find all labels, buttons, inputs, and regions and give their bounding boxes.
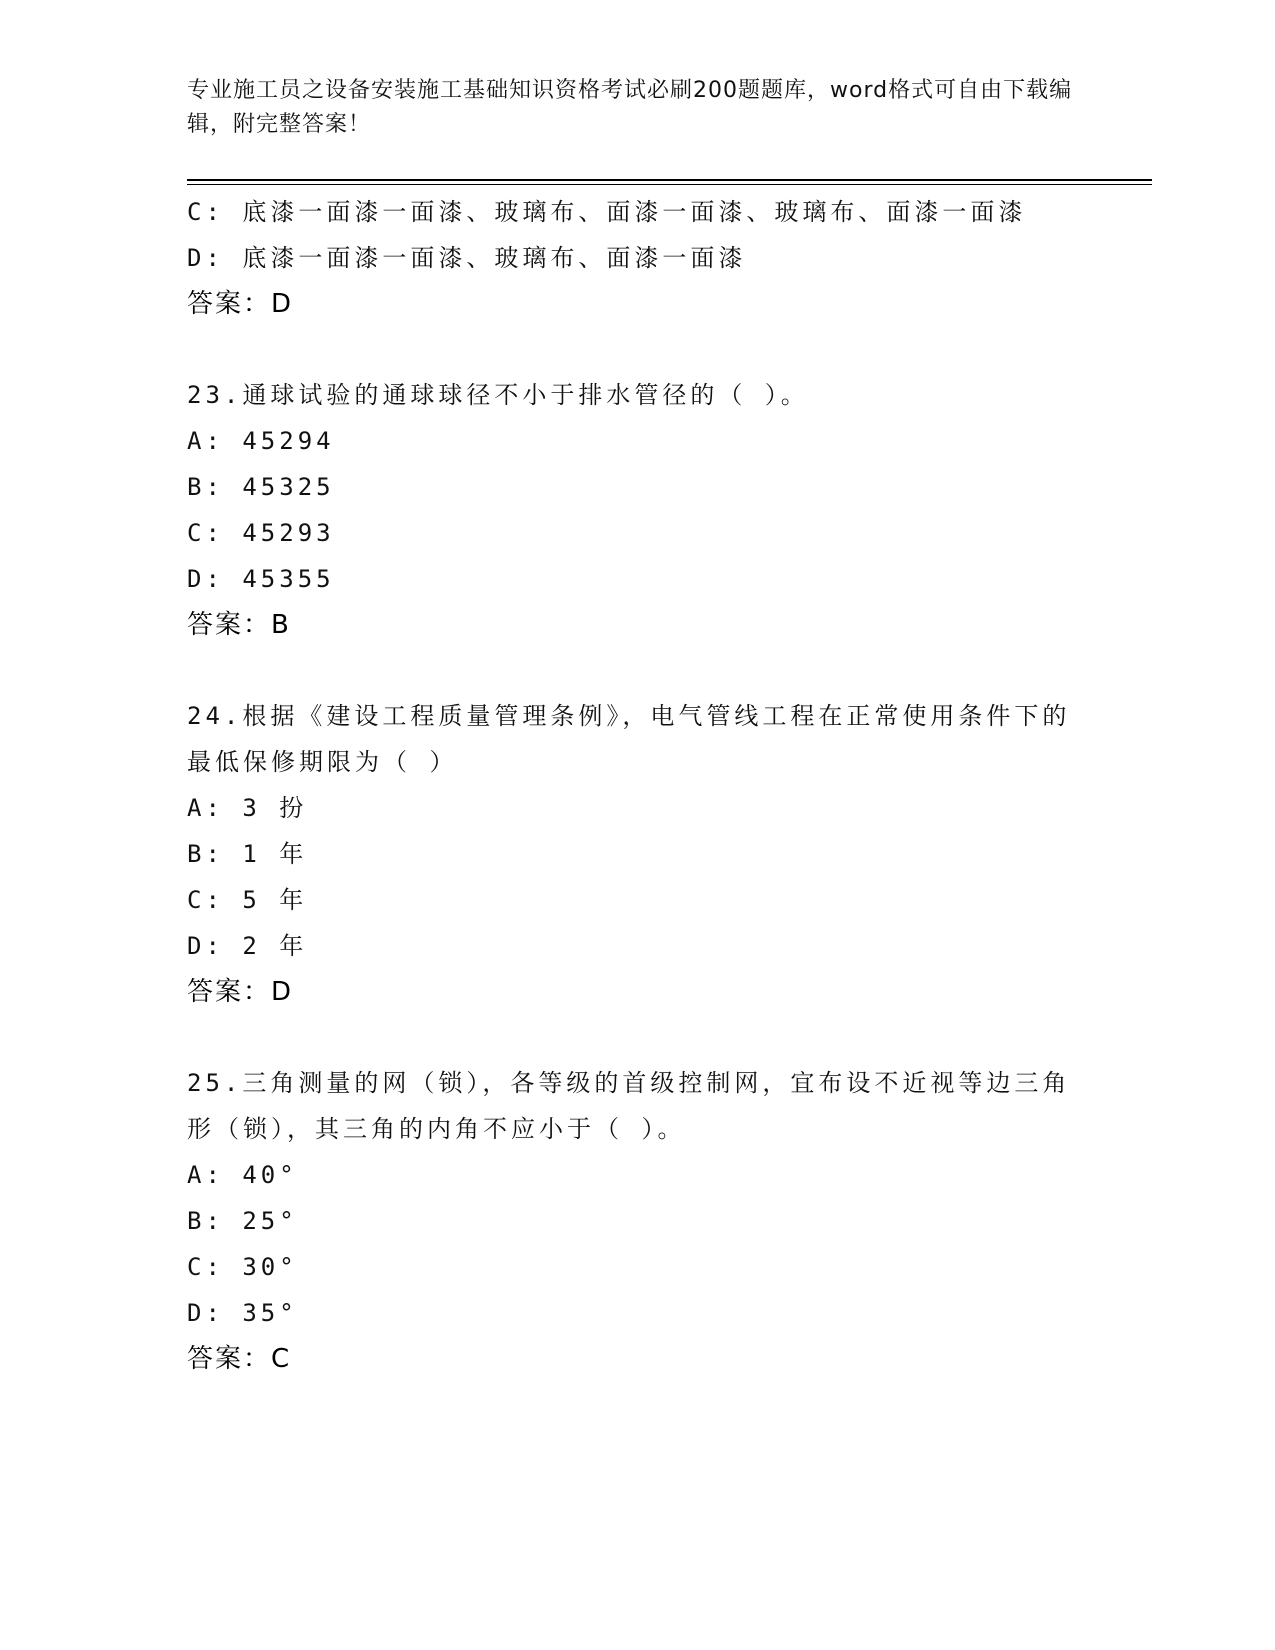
option-d (187, 923, 1087, 969)
option-letter: C: (187, 1253, 224, 1281)
spacer (187, 648, 1087, 693)
option-letter: D: (187, 1299, 224, 1327)
option-b (187, 831, 1087, 877)
option-text: 40° (242, 1161, 298, 1189)
option-text: 30° (242, 1253, 298, 1281)
option-c (187, 189, 1087, 235)
option-letter: B: (187, 840, 224, 868)
option-letter: D: (187, 932, 224, 960)
option-letter: C: (187, 519, 224, 547)
option-d (187, 1290, 1087, 1336)
question-text: 24.根据《建设工程质量管理条例》，电气管线工程在正常使用条件下的最低保修期限为（ ） (187, 702, 1071, 776)
option-letter: D: (187, 244, 224, 272)
header-divider-thin (187, 184, 1152, 185)
question-text: 25.三角测量的网（锁），各等级的首级控制网，宜布设不近视等边三角形（锁），其三角的内角不应小于（ ）。 (187, 1069, 1071, 1143)
header-divider-thick (187, 179, 1152, 181)
question-block-prev (187, 189, 1087, 327)
option-d (187, 556, 1087, 602)
option-letter: C: (187, 886, 224, 914)
question-block-23 (187, 372, 1087, 648)
option-text: 1 年 (242, 840, 308, 868)
option-text: 45355 (242, 565, 335, 593)
document-header (187, 74, 1087, 142)
option-letter: D: (187, 565, 224, 593)
answer-line: 答案：D (187, 289, 294, 319)
option-text: 3 扮 (242, 794, 308, 822)
option-text: 45294 (242, 427, 335, 455)
option-text: 45293 (242, 519, 335, 547)
option-c (187, 1244, 1087, 1290)
answer-line: 答案：C (187, 1344, 292, 1374)
option-d (187, 235, 1087, 281)
option-b (187, 464, 1087, 510)
option-c (187, 877, 1087, 923)
option-text: 35° (242, 1299, 298, 1327)
option-text: 底漆一面漆一面漆、玻璃布、面漆一面漆、玻璃布、面漆一面漆 (242, 198, 1027, 226)
option-letter: B: (187, 1207, 224, 1235)
option-c (187, 510, 1087, 556)
question-text: 23.通球试验的通球球径不小于排水管径的（ ）。 (187, 381, 809, 409)
question-block-25 (187, 1060, 1087, 1382)
option-text: 45325 (242, 473, 335, 501)
option-text: 5 年 (242, 886, 308, 914)
answer-line: 答案：B (187, 610, 291, 640)
option-a (187, 418, 1087, 464)
option-text: 底漆一面漆一面漆、玻璃布、面漆一面漆 (242, 244, 747, 272)
question-block-24 (187, 693, 1087, 1015)
spacer (187, 1015, 1087, 1060)
option-letter: A: (187, 1161, 224, 1189)
option-b (187, 1198, 1087, 1244)
option-letter: B: (187, 473, 224, 501)
answer-line: 答案：D (187, 977, 294, 1007)
option-text: 2 年 (242, 932, 308, 960)
spacer (187, 327, 1087, 372)
option-letter: A: (187, 794, 224, 822)
question-list (187, 189, 1087, 1382)
header-title: 专业施工员之设备安装施工基础知识资格考试必刷200题题库，word格式可自由下载编辑，附完整答案！ (187, 78, 1073, 137)
option-text: 25° (242, 1207, 298, 1235)
option-a (187, 785, 1087, 831)
option-letter: A: (187, 427, 224, 455)
option-a (187, 1152, 1087, 1198)
option-letter: C: (187, 198, 224, 226)
